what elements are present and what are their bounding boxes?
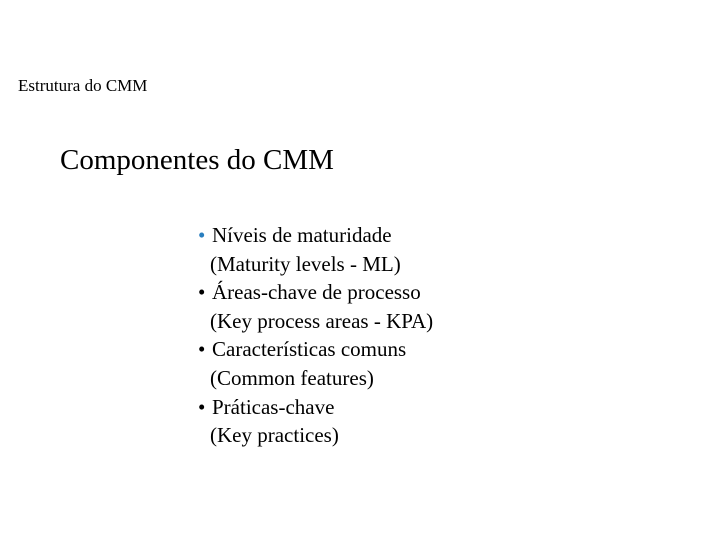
bullet-subtext: (Key practices) bbox=[210, 423, 339, 448]
bullet-subtext: (Key process areas - KPA) bbox=[210, 308, 434, 333]
bullet-list bbox=[198, 221, 433, 450]
bullet-subtext: (Maturity levels - ML) bbox=[210, 251, 401, 276]
bullet-marker: • bbox=[198, 394, 206, 419]
bullet-marker: • bbox=[198, 280, 206, 305]
bullet-text: Níveis de maturidade bbox=[212, 223, 392, 247]
slide-title: Componentes do CMM bbox=[60, 144, 334, 176]
bullet-item-key-practices bbox=[198, 393, 433, 450]
bullet-text: Práticas-chave bbox=[212, 394, 335, 419]
bullet-item-common-features bbox=[198, 335, 433, 392]
bullet-marker: • bbox=[198, 337, 206, 362]
bullet-item-maturity-levels bbox=[198, 221, 433, 278]
bullet-item-key-process-areas bbox=[198, 278, 433, 335]
bullet-text: Áreas-chave de processo bbox=[212, 280, 421, 305]
bullet-text: Características comuns bbox=[212, 337, 407, 362]
bullet-subtext: (Common features) bbox=[210, 365, 374, 390]
slide-header: Estrutura do CMM bbox=[18, 76, 148, 95]
bullet-marker: • bbox=[198, 223, 206, 247]
